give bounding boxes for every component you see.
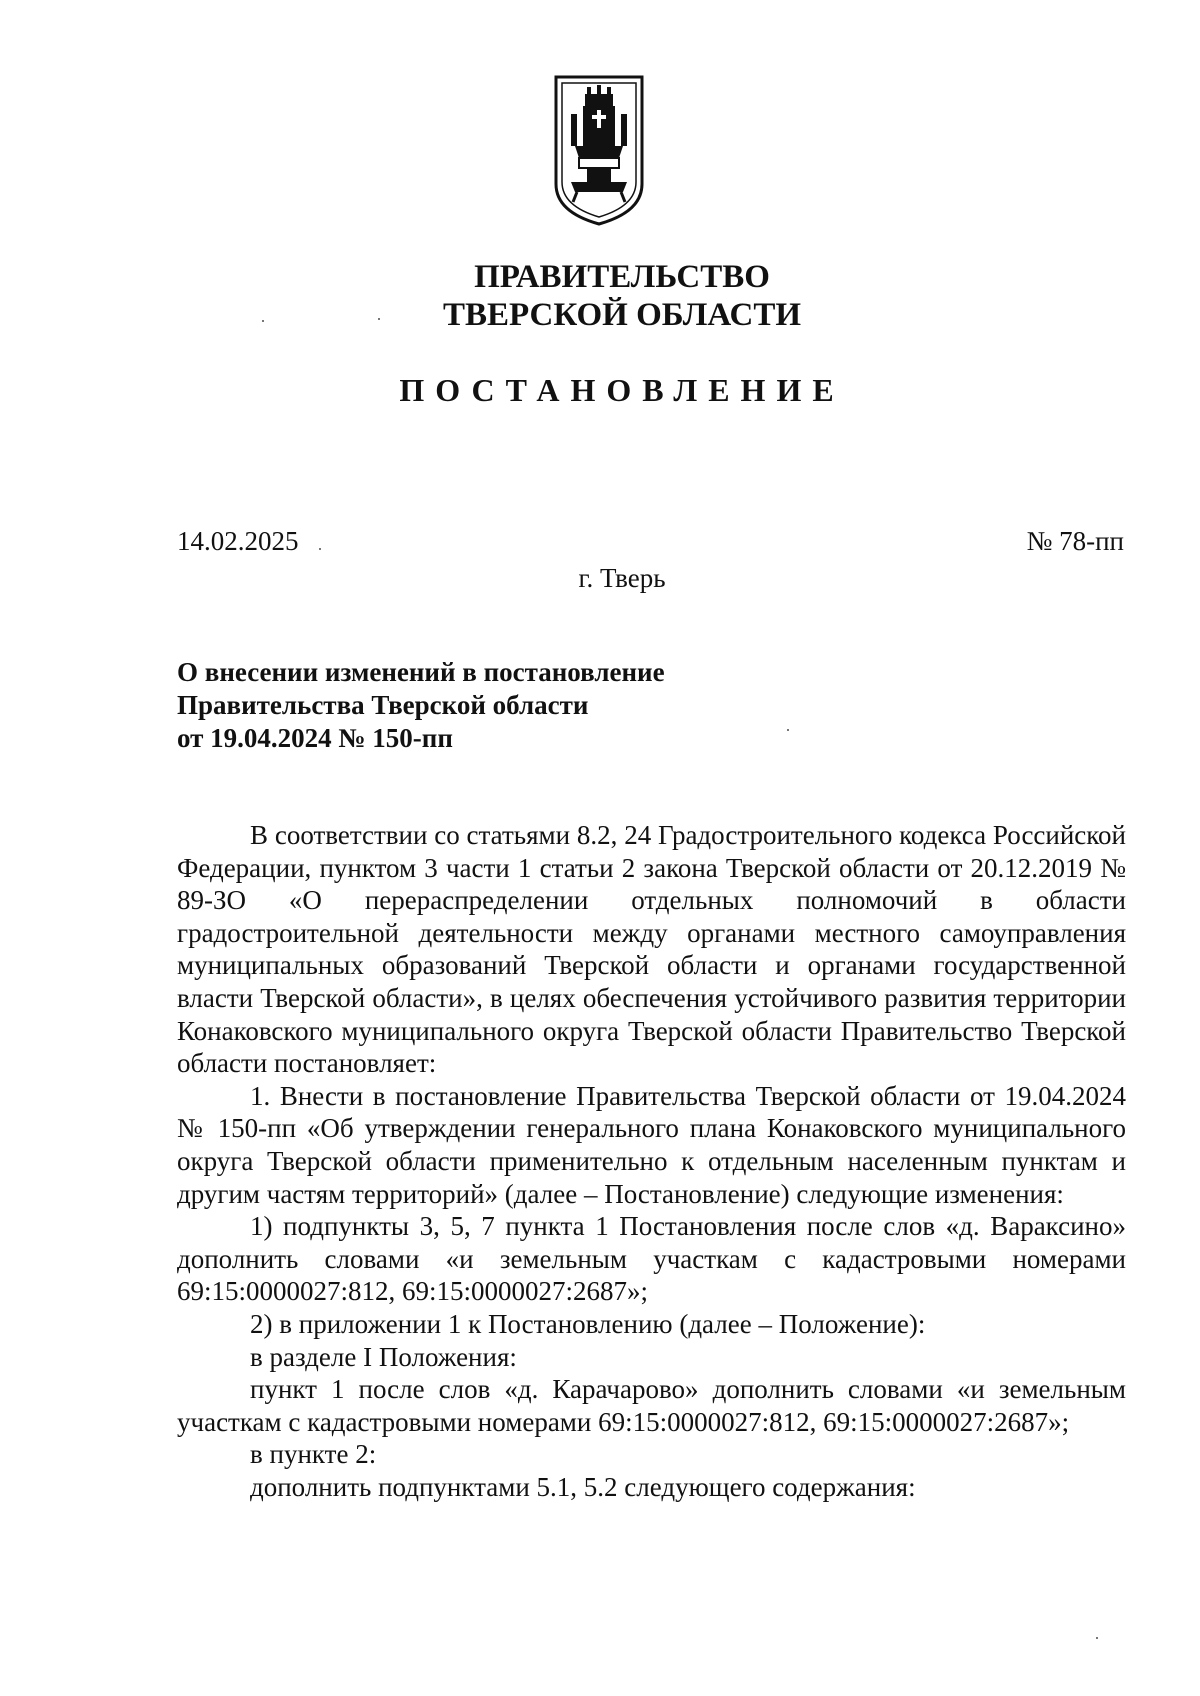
body-paragraph-addition: дополнить подпунктами 5.1, 5.2 следующего содержания:	[250, 1471, 916, 1502]
document-date: 14.02.2025	[177, 526, 299, 556]
scan-speck	[787, 729, 789, 731]
scan-speck	[1096, 1637, 1098, 1639]
document-type: ПОСТАНОВЛЕНИЕ	[399, 372, 845, 408]
scan-speck	[378, 318, 380, 320]
body-paragraph-point-2: в пункте 2:	[250, 1439, 377, 1470]
document-body	[177, 819, 1126, 1503]
body-paragraph-preamble: В соответствии со статьями 8.2, 24 Градостроительного кодекса Российской Федерации, пунктом 3 части 1 статьи 2 закона Тверской области от 20.12.2019 № 89-ЗО «О перераспределении отдельных полномочий в области градостроительной деятельности между органами местного самоуправления муниципальных образований Тверской области и органами государственной власти Тверской области», в целях обеспечения устойчивого развития территории Конаковского муниципального округа Тверской области Правительство Тверской области постановляет:	[177, 820, 1126, 1079]
subject-line1: О внесении изменений в постановление	[177, 657, 665, 687]
body-paragraph-subitem-2: 2) в приложении 1 к Постановлению (далее – Положение):	[250, 1308, 926, 1339]
scan-speck	[319, 548, 321, 550]
body-paragraph-item-1: 1. Внести в постановление Правительства Тверской области от 19.04.2024 № 150-пп «Об утверждении генерального плана Конаковского муниципального округа Тверской области применительно к отдельным населенным пунктам и другим частям территорий» (далее – Постановление) следующие изменения:	[177, 1080, 1126, 1209]
coat-of-arms-icon	[553, 74, 645, 226]
body-paragraph-subitem-1: 1) подпункты 3, 5, 7 пункта 1 Постановления после слов «д. Вараксино» дополнить словами «и земельным участкам с кадастровыми номерами 69:15:0000027:812, 69:15:0000027:2687»;	[177, 1211, 1126, 1307]
document-number: № 78-пп	[1026, 526, 1124, 556]
government-title-line2: ТВЕРСКОЙ ОБЛАСТИ	[442, 297, 802, 333]
government-title-line1: ПРАВИТЕЛЬСТВО	[474, 259, 770, 295]
document-city: г. Тверь	[578, 563, 666, 593]
subject-line3: от 19.04.2024 № 150-пп	[177, 723, 453, 753]
body-paragraph-section-1: в разделе I Положения:	[250, 1341, 517, 1372]
subject-line2: Правительства Тверской области	[177, 690, 589, 720]
government-title	[0, 258, 1200, 334]
document-subject	[177, 656, 665, 755]
body-paragraph-point-1: пункт 1 после слов «д. Карачарово» дополнить словами «и земельным участкам с кадастровыми номерами 69:15:0000027:812, 69:15:0000027:2687»;	[177, 1374, 1126, 1437]
scan-speck	[262, 320, 264, 322]
